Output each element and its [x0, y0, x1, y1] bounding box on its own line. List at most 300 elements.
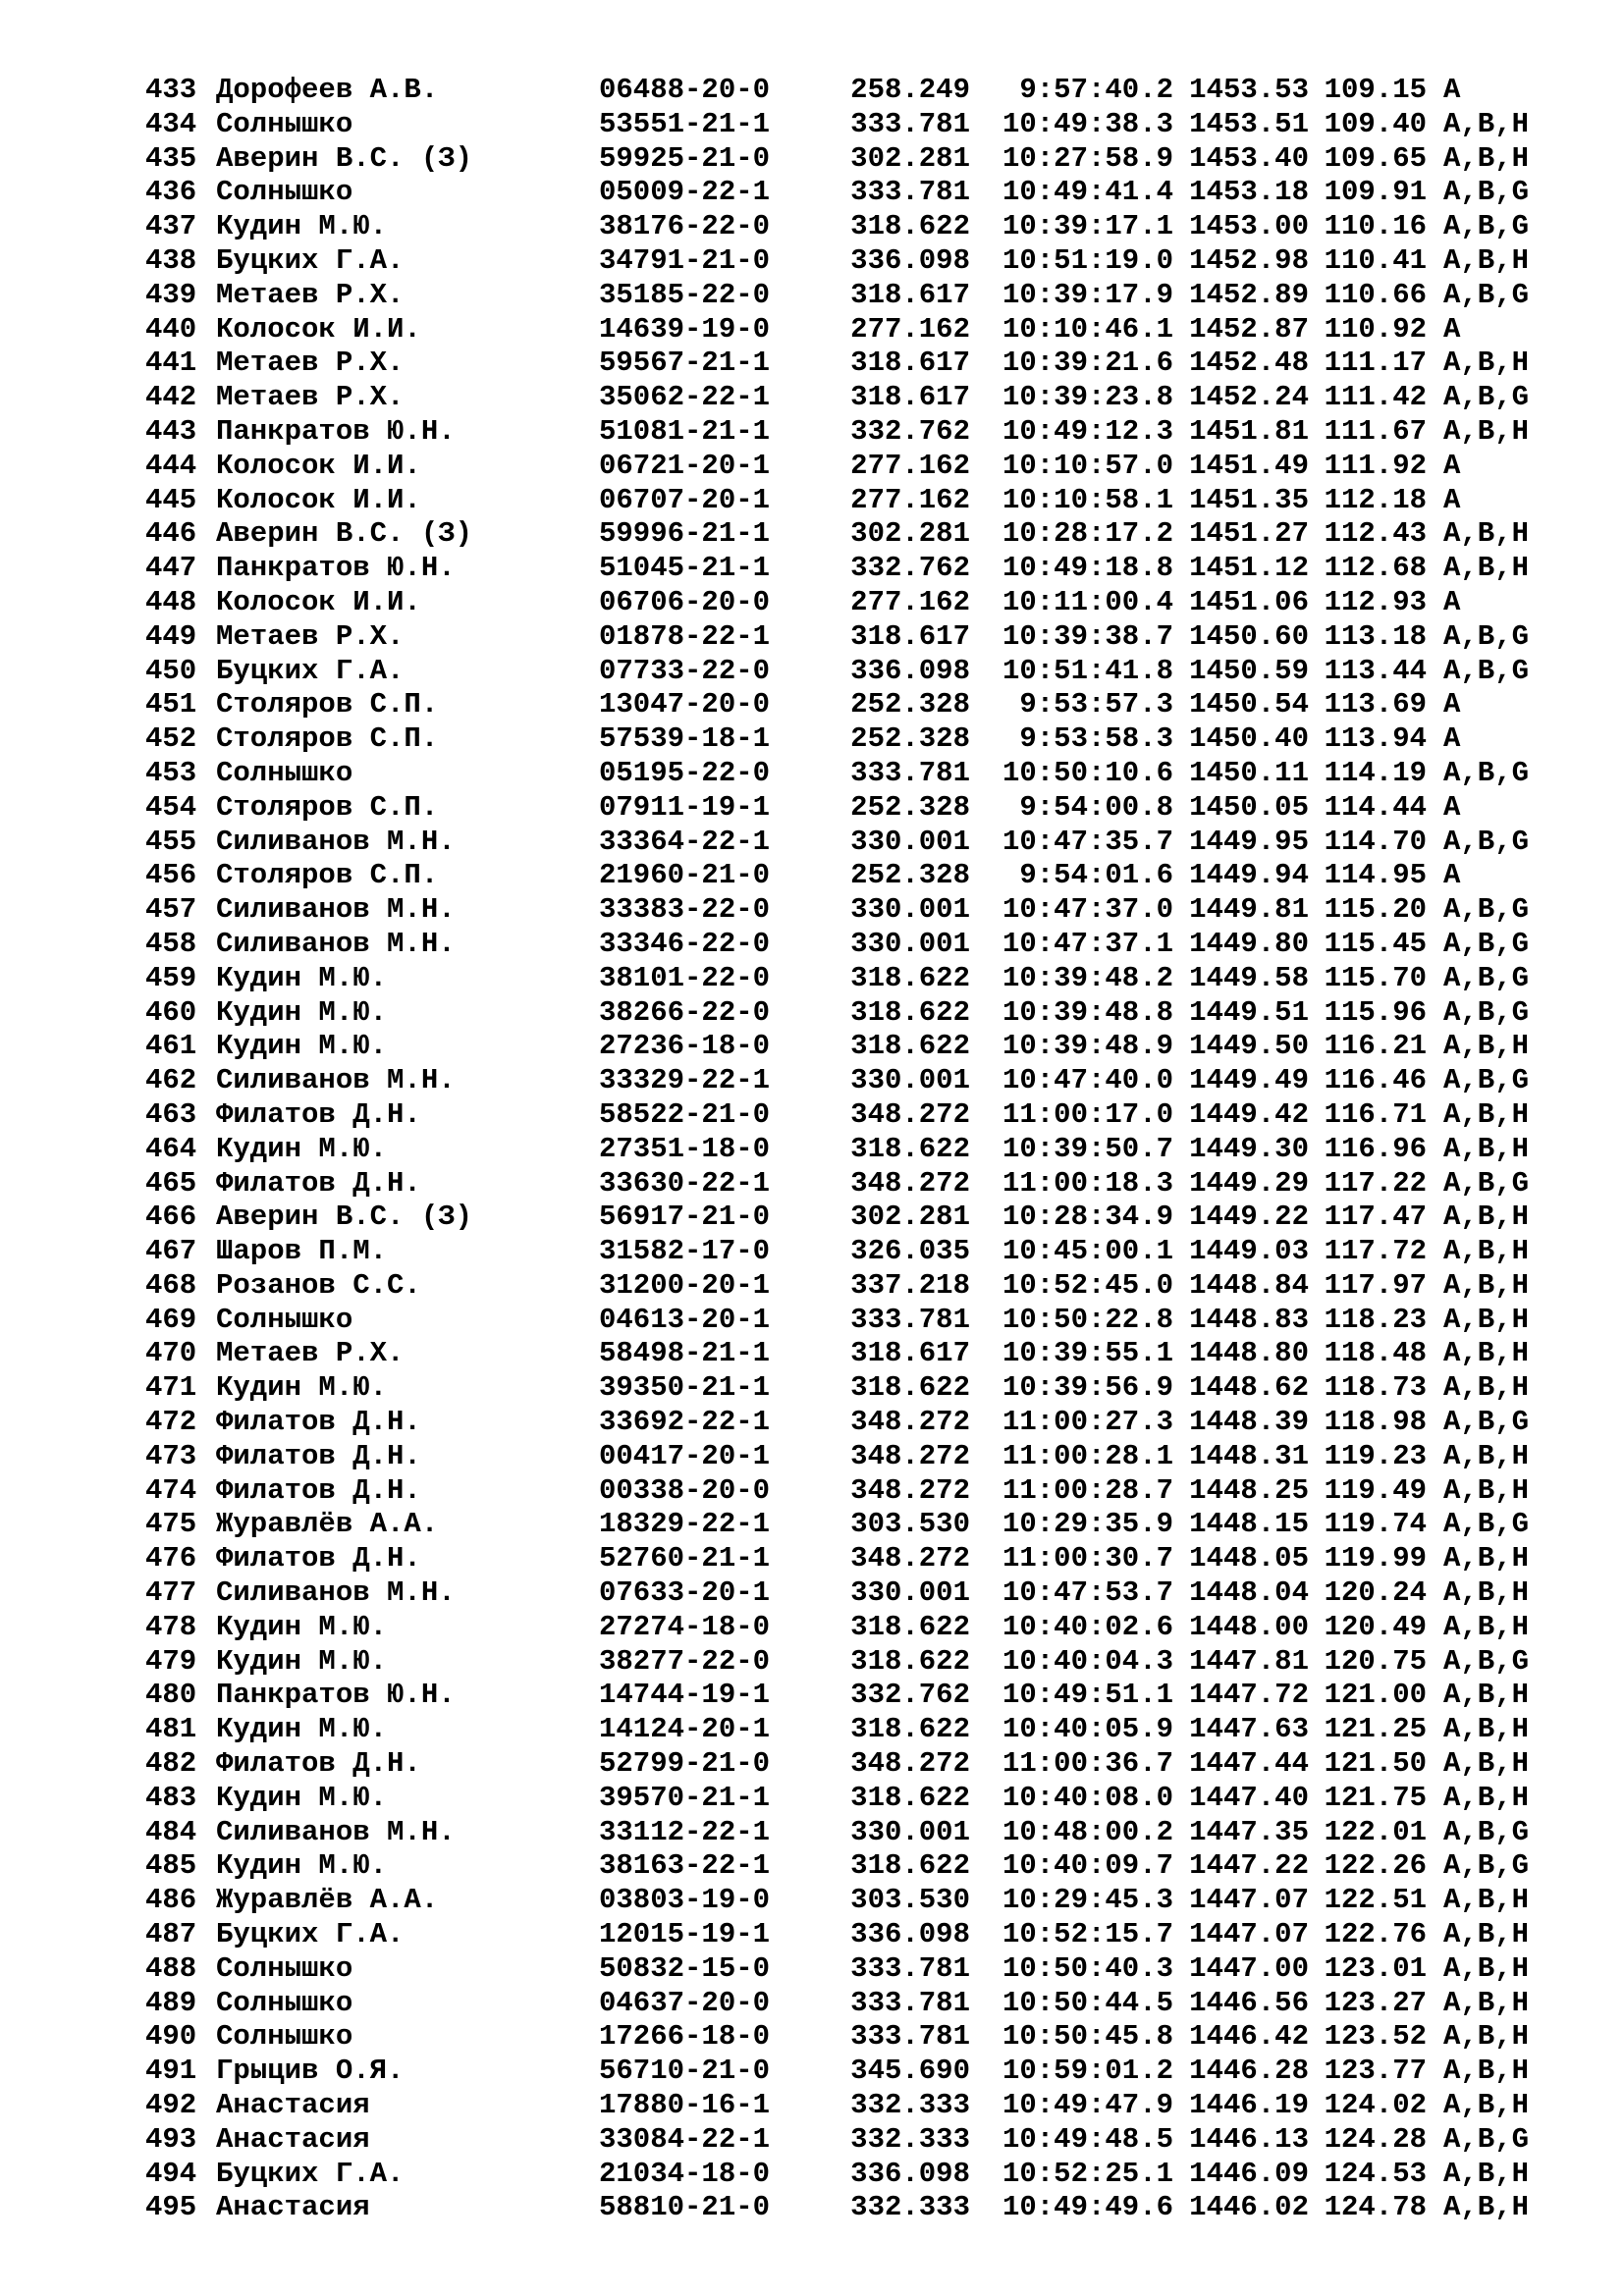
classes: A,B,H	[1443, 2089, 1530, 2122]
table-row	[145, 620, 1581, 655]
table-row	[145, 1918, 1581, 1952]
arrival-time: 10:40:02.6	[1001, 1610, 1173, 1643]
distance: 333.781	[850, 2020, 970, 2054]
rank-number: 447	[145, 552, 197, 585]
points: 117.97	[1324, 1268, 1427, 1302]
classes: A,B,G	[1443, 210, 1530, 243]
speed: 1448.05	[1189, 1542, 1309, 1575]
classes: A,B,H	[1443, 1439, 1530, 1472]
points: 115.45	[1324, 927, 1427, 960]
table-row	[145, 655, 1581, 689]
classes: A,B,G	[1443, 654, 1530, 687]
points: 115.96	[1324, 995, 1427, 1029]
points: 119.74	[1324, 1508, 1427, 1541]
arrival-time: 10:47:37.1	[1001, 927, 1173, 960]
rank-number: 487	[145, 1918, 197, 1951]
distance: 302.281	[850, 141, 970, 175]
arrival-time: 10:29:35.9	[1001, 1508, 1173, 1541]
points: 123.27	[1324, 1986, 1427, 2019]
classes: A,B,H	[1443, 2020, 1530, 2054]
speed: 1447.81	[1189, 1644, 1309, 1678]
ring-id: 00417-20-1	[599, 1439, 771, 1472]
participant-name: Кудин М.Ю.	[216, 210, 388, 243]
ring-id: 21034-18-0	[599, 2157, 771, 2190]
points: 111.42	[1324, 381, 1427, 414]
distance: 348.272	[850, 1542, 970, 1575]
table-row	[145, 1337, 1581, 1371]
arrival-time: 11:00:30.7	[1001, 1542, 1173, 1575]
speed: 1446.13	[1189, 2122, 1309, 2156]
rank-number: 478	[145, 1610, 197, 1643]
speed: 1453.40	[1189, 141, 1309, 175]
rank-number: 453	[145, 756, 197, 789]
ring-id: 39350-21-1	[599, 1371, 771, 1405]
ring-id: 31582-17-0	[599, 1235, 771, 1268]
distance: 318.622	[850, 1030, 970, 1063]
participant-name: Филатов Д.Н.	[216, 1439, 421, 1472]
points: 118.23	[1324, 1303, 1427, 1336]
arrival-time: 10:39:23.8	[1001, 381, 1173, 414]
arrival-time: 10:39:21.6	[1001, 347, 1173, 380]
rank-number: 490	[145, 2020, 197, 2054]
table-row	[145, 1611, 1581, 1645]
points: 117.72	[1324, 1235, 1427, 1268]
arrival-time: 11:00:28.7	[1001, 1473, 1173, 1507]
points: 109.15	[1324, 74, 1427, 106]
table-row	[145, 74, 1581, 108]
participant-name: Кудин М.Ю.	[216, 1781, 388, 1814]
classes: A,B,G	[1443, 278, 1530, 311]
ring-id: 17266-18-0	[599, 2020, 771, 2054]
distance: 326.035	[850, 1235, 970, 1268]
points: 113.44	[1324, 654, 1427, 687]
distance: 330.001	[850, 1064, 970, 1097]
participant-name: Розанов С.С.	[216, 1268, 421, 1302]
points: 119.23	[1324, 1439, 1427, 1472]
arrival-time: 10:47:40.0	[1001, 1064, 1173, 1097]
points: 113.94	[1324, 722, 1427, 756]
classes: A,B,G	[1443, 1508, 1530, 1541]
distance: 348.272	[850, 1406, 970, 1439]
points: 110.92	[1324, 312, 1427, 346]
classes: A	[1443, 449, 1461, 482]
speed: 1448.25	[1189, 1473, 1309, 1507]
ring-id: 52799-21-0	[599, 1747, 771, 1781]
ring-id: 56917-21-0	[599, 1201, 771, 1234]
rank-number: 473	[145, 1439, 197, 1472]
speed: 1449.51	[1189, 995, 1309, 1029]
participant-name: Солнышко	[216, 107, 353, 140]
distance: 302.281	[850, 1201, 970, 1234]
classes: A	[1443, 312, 1461, 346]
points: 121.25	[1324, 1713, 1427, 1746]
classes: A	[1443, 483, 1461, 516]
table-row	[145, 791, 1581, 826]
participant-name: Кудин М.Ю.	[216, 1030, 388, 1063]
ring-id: 53551-21-1	[599, 107, 771, 140]
points: 123.52	[1324, 2020, 1427, 2054]
distance: 318.617	[850, 619, 970, 653]
classes: A,B,G	[1443, 995, 1530, 1029]
speed: 1447.22	[1189, 1849, 1309, 1883]
ring-id: 07911-19-1	[599, 790, 771, 824]
arrival-time: 10:50:40.3	[1001, 1951, 1173, 1985]
distance: 332.333	[850, 2191, 970, 2224]
distance: 318.622	[850, 210, 970, 243]
table-row	[145, 142, 1581, 177]
ring-id: 52760-21-1	[599, 1542, 771, 1575]
arrival-time: 10:50:45.8	[1001, 2020, 1173, 2054]
points: 118.98	[1324, 1406, 1427, 1439]
arrival-time: 10:39:56.9	[1001, 1371, 1173, 1405]
ring-id: 27351-18-0	[599, 1132, 771, 1165]
distance: 330.001	[850, 1815, 970, 1848]
table-row	[145, 517, 1581, 552]
classes: A,B,H	[1443, 414, 1530, 448]
rank-number: 455	[145, 825, 197, 858]
points: 120.24	[1324, 1576, 1427, 1610]
rank-number: 491	[145, 2055, 197, 2088]
arrival-time: 10:39:17.1	[1001, 210, 1173, 243]
participant-name: Силиванов М.Н.	[216, 893, 456, 927]
classes: A,B,H	[1443, 1542, 1530, 1575]
points: 122.51	[1324, 1884, 1427, 1917]
distance: 333.781	[850, 756, 970, 789]
points: 110.41	[1324, 243, 1427, 277]
ring-id: 51081-21-1	[599, 414, 771, 448]
table-row	[145, 210, 1581, 244]
table-row	[145, 176, 1581, 210]
speed: 1452.89	[1189, 278, 1309, 311]
arrival-time: 10:28:17.2	[1001, 517, 1173, 551]
ring-id: 07633-20-1	[599, 1576, 771, 1610]
ring-id: 05009-22-1	[599, 176, 771, 209]
points: 118.73	[1324, 1371, 1427, 1405]
rank-number: 466	[145, 1201, 197, 1234]
participant-name: Панкратов Ю.Н.	[216, 414, 456, 448]
speed: 1449.95	[1189, 825, 1309, 858]
rank-number: 456	[145, 859, 197, 892]
distance: 348.272	[850, 1747, 970, 1781]
arrival-time: 10:39:48.9	[1001, 1030, 1173, 1063]
classes: A,B,G	[1443, 619, 1530, 653]
rank-number: 474	[145, 1473, 197, 1507]
points: 120.75	[1324, 1644, 1427, 1678]
points: 109.65	[1324, 141, 1427, 175]
ring-id: 33630-22-1	[599, 1166, 771, 1200]
speed: 1453.53	[1189, 74, 1309, 106]
rank-number: 457	[145, 893, 197, 927]
table-row	[145, 1884, 1581, 1918]
points: 113.18	[1324, 619, 1427, 653]
arrival-time: 10:39:50.7	[1001, 1132, 1173, 1165]
ring-id: 59567-21-1	[599, 347, 771, 380]
table-row	[145, 1952, 1581, 1987]
speed: 1446.28	[1189, 2055, 1309, 2088]
points: 116.96	[1324, 1132, 1427, 1165]
arrival-time: 10:59:01.2	[1001, 2055, 1173, 2088]
ring-id: 58522-21-0	[599, 1097, 771, 1131]
participant-name: Солнышко	[216, 1303, 353, 1336]
rank-number: 435	[145, 141, 197, 175]
distance: 303.530	[850, 1884, 970, 1917]
rank-number: 471	[145, 1371, 197, 1405]
rank-number: 438	[145, 243, 197, 277]
table-row	[145, 2055, 1581, 2089]
table-row	[145, 450, 1581, 484]
participant-name: Кудин М.Ю.	[216, 1610, 388, 1643]
rank-number: 485	[145, 1849, 197, 1883]
arrival-time: 10:52:15.7	[1001, 1918, 1173, 1951]
table-row	[145, 1098, 1581, 1133]
table-row	[145, 484, 1581, 518]
classes: A,B,G	[1443, 1849, 1530, 1883]
speed: 1447.35	[1189, 1815, 1309, 1848]
ring-id: 38277-22-0	[599, 1644, 771, 1678]
points: 115.20	[1324, 893, 1427, 927]
rank-number: 463	[145, 1097, 197, 1131]
arrival-time: 10:28:34.9	[1001, 1201, 1173, 1234]
participant-name: Силиванов М.Н.	[216, 825, 456, 858]
points: 123.77	[1324, 2055, 1427, 2088]
participant-name: Метаев Р.Х.	[216, 347, 405, 380]
arrival-time: 10:49:38.3	[1001, 107, 1173, 140]
classes: A	[1443, 688, 1461, 721]
ring-id: 13047-20-0	[599, 688, 771, 721]
points: 119.49	[1324, 1473, 1427, 1507]
arrival-time: 11:00:36.7	[1001, 1747, 1173, 1781]
speed: 1449.50	[1189, 1030, 1309, 1063]
rank-number: 461	[145, 1030, 197, 1063]
speed: 1452.48	[1189, 347, 1309, 380]
classes: A,B,H	[1443, 2157, 1530, 2190]
classes: A	[1443, 585, 1461, 618]
speed: 1448.15	[1189, 1508, 1309, 1541]
ring-id: 50832-15-0	[599, 1951, 771, 1985]
points: 111.92	[1324, 449, 1427, 482]
participant-name: Буцких Г.А.	[216, 2157, 405, 2190]
ring-id: 17880-16-1	[599, 2089, 771, 2122]
points: 124.53	[1324, 2157, 1427, 2190]
rank-number: 459	[145, 961, 197, 994]
ring-id: 33112-22-1	[599, 1815, 771, 1848]
distance: 332.333	[850, 2089, 970, 2122]
participant-name: Столяров С.П.	[216, 688, 439, 721]
table-row	[145, 1269, 1581, 1304]
points: 117.22	[1324, 1166, 1427, 1200]
arrival-time: 10:52:25.1	[1001, 2157, 1173, 2190]
points: 114.95	[1324, 859, 1427, 892]
rank-number: 482	[145, 1747, 197, 1781]
rank-number: 472	[145, 1406, 197, 1439]
classes: A,B,G	[1443, 176, 1530, 209]
ring-id: 59925-21-0	[599, 141, 771, 175]
ring-id: 51045-21-1	[599, 552, 771, 585]
table-row	[145, 1679, 1581, 1713]
points: 110.16	[1324, 210, 1427, 243]
speed: 1450.40	[1189, 722, 1309, 756]
classes: A,B,H	[1443, 107, 1530, 140]
arrival-time: 9:54:00.8	[1019, 790, 1173, 824]
points: 118.48	[1324, 1337, 1427, 1370]
ring-id: 56710-21-0	[599, 2055, 771, 2088]
arrival-time: 10:27:58.9	[1001, 141, 1173, 175]
distance: 333.781	[850, 176, 970, 209]
rank-number: 441	[145, 347, 197, 380]
distance: 333.781	[850, 107, 970, 140]
table-row	[145, 2089, 1581, 2123]
table-row	[145, 1782, 1581, 1816]
participant-name: Кудин М.Ю.	[216, 961, 388, 994]
participant-name: Метаев Р.Х.	[216, 278, 405, 311]
distance: 330.001	[850, 825, 970, 858]
table-row	[145, 279, 1581, 313]
distance: 277.162	[850, 585, 970, 618]
classes: A,B,H	[1443, 1918, 1530, 1951]
ring-id: 14639-19-0	[599, 312, 771, 346]
table-row	[145, 1474, 1581, 1509]
rank-number: 452	[145, 722, 197, 756]
ring-id: 57539-18-1	[599, 722, 771, 756]
points: 112.68	[1324, 552, 1427, 585]
distance: 318.622	[850, 1781, 970, 1814]
arrival-time: 10:10:46.1	[1001, 312, 1173, 346]
ring-id: 38101-22-0	[599, 961, 771, 994]
classes: A,B,H	[1443, 1235, 1530, 1268]
participant-name: Кудин М.Ю.	[216, 1849, 388, 1883]
rank-number: 458	[145, 927, 197, 960]
points: 112.93	[1324, 585, 1427, 618]
points: 114.44	[1324, 790, 1427, 824]
arrival-time: 10:10:57.0	[1001, 449, 1173, 482]
participant-name: Солнышко	[216, 756, 353, 789]
rank-number: 449	[145, 619, 197, 653]
arrival-time: 10:49:41.4	[1001, 176, 1173, 209]
classes: A,B,G	[1443, 381, 1530, 414]
rank-number: 433	[145, 74, 197, 106]
participant-name: Кудин М.Ю.	[216, 995, 388, 1029]
points: 109.40	[1324, 107, 1427, 140]
classes: A,B,G	[1443, 2122, 1530, 2156]
arrival-time: 11:00:18.3	[1001, 1166, 1173, 1200]
arrival-time: 10:50:10.6	[1001, 756, 1173, 789]
rank-number: 465	[145, 1166, 197, 1200]
speed: 1447.00	[1189, 1951, 1309, 1985]
ring-id: 33329-22-1	[599, 1064, 771, 1097]
rank-number: 446	[145, 517, 197, 551]
classes: A,B,H	[1443, 1337, 1530, 1370]
classes: A,B,H	[1443, 1781, 1530, 1814]
classes: A,B,H	[1443, 1201, 1530, 1234]
distance: 318.622	[850, 1849, 970, 1883]
points: 112.43	[1324, 517, 1427, 551]
arrival-time: 10:52:45.0	[1001, 1268, 1173, 1302]
table-row	[145, 2123, 1581, 2158]
arrival-time: 11:00:27.3	[1001, 1406, 1173, 1439]
speed: 1446.02	[1189, 2191, 1309, 2224]
speed: 1450.60	[1189, 619, 1309, 653]
points: 113.69	[1324, 688, 1427, 721]
distance: 318.617	[850, 347, 970, 380]
table-row	[145, 859, 1581, 893]
speed: 1448.62	[1189, 1371, 1309, 1405]
participant-name: Солнышко	[216, 1986, 353, 2019]
speed: 1448.39	[1189, 1406, 1309, 1439]
distance: 318.617	[850, 381, 970, 414]
table-row	[145, 1235, 1581, 1269]
speed: 1448.00	[1189, 1610, 1309, 1643]
points: 116.46	[1324, 1064, 1427, 1097]
speed: 1447.44	[1189, 1747, 1309, 1781]
arrival-time: 10:40:04.3	[1001, 1644, 1173, 1678]
arrival-time: 10:47:35.7	[1001, 825, 1173, 858]
participant-name: Силиванов М.Н.	[216, 927, 456, 960]
rank-number: 454	[145, 790, 197, 824]
speed: 1450.05	[1189, 790, 1309, 824]
participant-name: Филатов Д.Н.	[216, 1097, 421, 1131]
ring-id: 33692-22-1	[599, 1406, 771, 1439]
speed: 1447.63	[1189, 1713, 1309, 1746]
table-row	[145, 1133, 1581, 1167]
participant-name: Колосок И.И.	[216, 449, 421, 482]
points: 117.47	[1324, 1201, 1427, 1234]
classes: A,B,H	[1443, 1303, 1530, 1336]
classes: A,B,H	[1443, 2191, 1530, 2224]
table-row	[145, 688, 1581, 722]
distance: 345.690	[850, 2055, 970, 2088]
classes: A,B,H	[1443, 1679, 1530, 1712]
speed: 1453.18	[1189, 176, 1309, 209]
ring-id: 06706-20-0	[599, 585, 771, 618]
rank-number: 439	[145, 278, 197, 311]
distance: 318.622	[850, 1644, 970, 1678]
rank-number: 444	[145, 449, 197, 482]
distance: 333.781	[850, 1951, 970, 1985]
speed: 1448.83	[1189, 1303, 1309, 1336]
arrival-time: 10:45:00.1	[1001, 1235, 1173, 1268]
points: 116.21	[1324, 1030, 1427, 1063]
speed: 1451.35	[1189, 483, 1309, 516]
ring-id: 33364-22-1	[599, 825, 771, 858]
distance: 318.617	[850, 1337, 970, 1370]
speed: 1450.54	[1189, 688, 1309, 721]
distance: 348.272	[850, 1166, 970, 1200]
speed: 1450.59	[1189, 654, 1309, 687]
rank-number: 467	[145, 1235, 197, 1268]
rank-number: 469	[145, 1303, 197, 1336]
rank-number: 486	[145, 1884, 197, 1917]
classes: A	[1443, 722, 1461, 756]
arrival-time: 9:53:58.3	[1019, 722, 1173, 756]
table-row	[145, 1201, 1581, 1235]
distance: 333.781	[850, 1986, 970, 2019]
speed: 1449.81	[1189, 893, 1309, 927]
table-row	[145, 347, 1581, 381]
participant-name: Буцких Г.А.	[216, 1918, 405, 1951]
distance: 302.281	[850, 517, 970, 551]
classes: A,B,H	[1443, 1268, 1530, 1302]
classes: A,B,H	[1443, 2055, 1530, 2088]
arrival-time: 10:49:49.6	[1001, 2191, 1173, 2224]
arrival-time: 9:53:57.3	[1019, 688, 1173, 721]
points: 114.19	[1324, 756, 1427, 789]
participant-name: Метаев Р.Х.	[216, 619, 405, 653]
table-row	[145, 722, 1581, 757]
participant-name: Кудин М.Ю.	[216, 1371, 388, 1405]
table-row	[145, 552, 1581, 586]
classes: A,B,G	[1443, 1644, 1530, 1678]
participant-name: Аверин В.С. (З)	[216, 141, 473, 175]
